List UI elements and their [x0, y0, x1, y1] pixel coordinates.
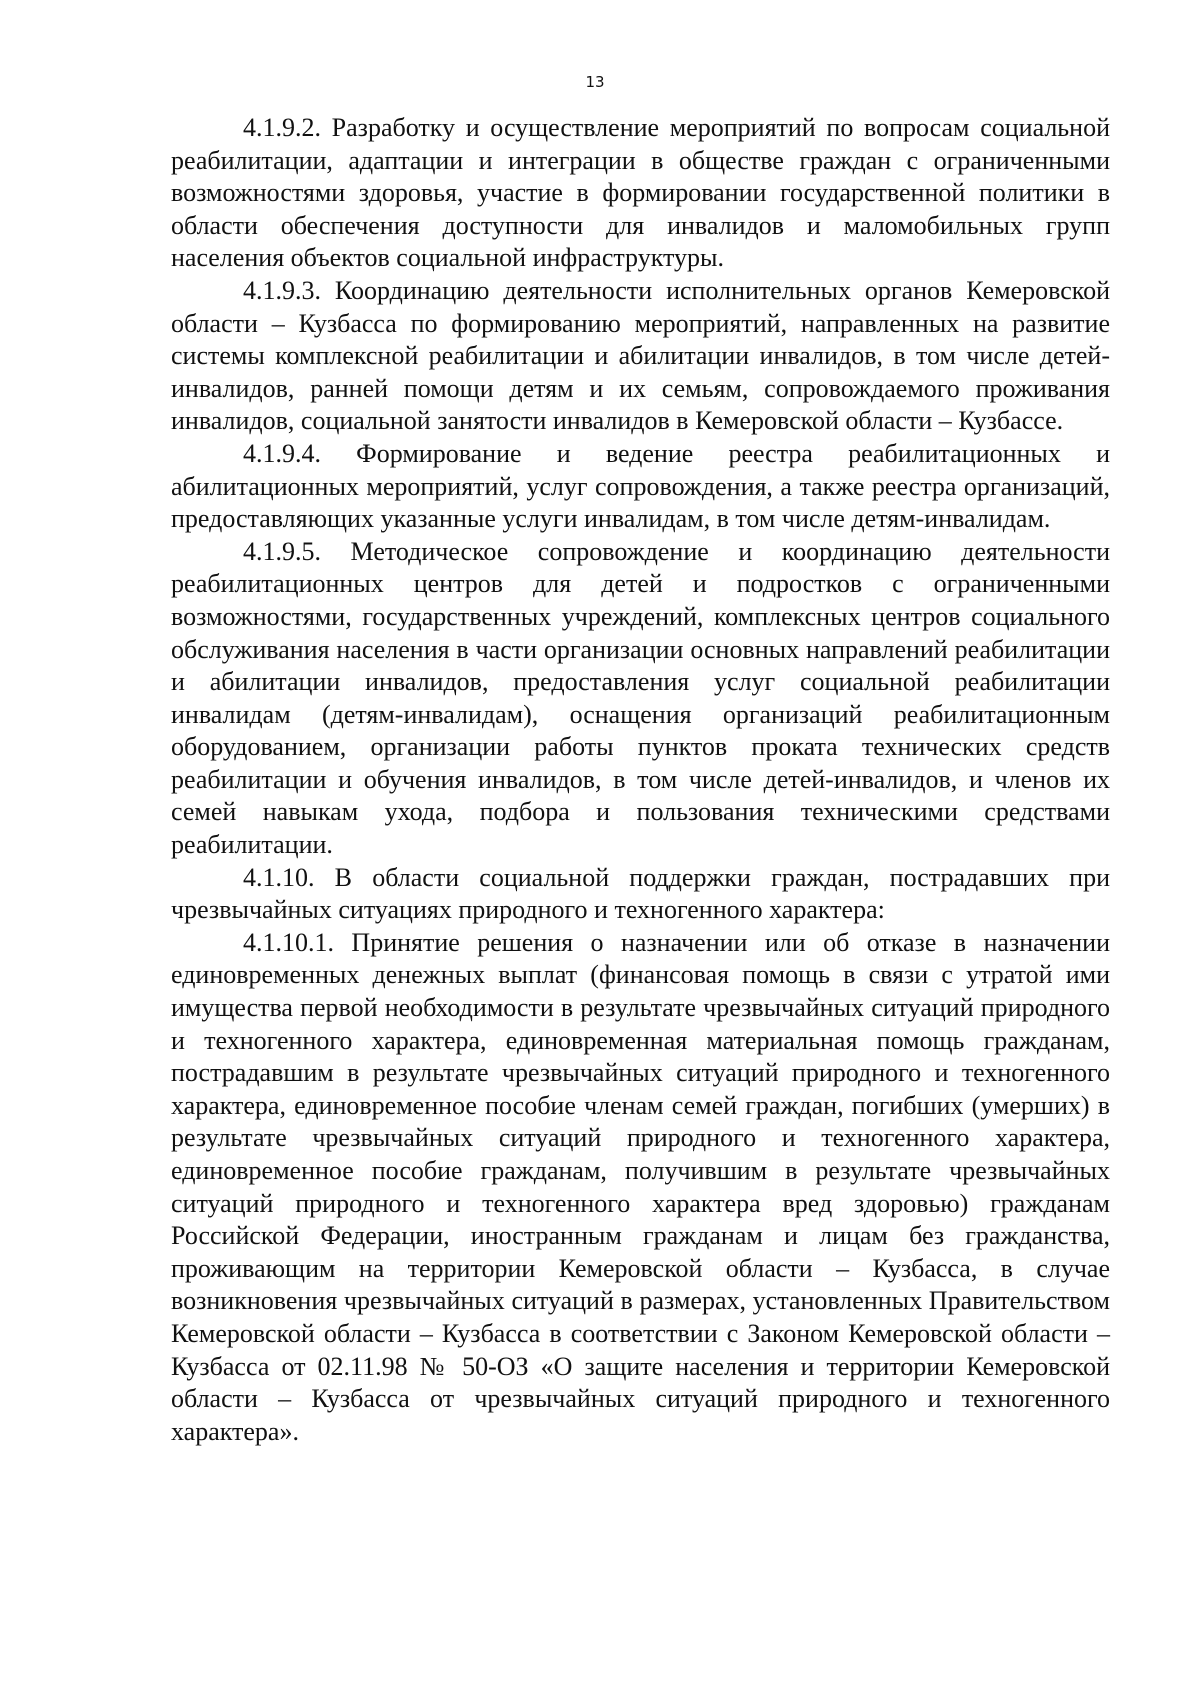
paragraph-4-1-10-1: 4.1.10.1. Принятие решения о назначении или об отказе в назначении единовременных денежных выплат (финансовая помощь в связи с утратой ими имущества первой необходимости в результате чрезвычайных ситуаций природного и техногенного характера, единовременная материальная помощь гражданам, пострадавшим в результате чрезвычайных ситуаций природного и техногенного характера, единовременное пособие членам семей граждан, погибших (умерших) в результате чрезвычайных ситуаций природного и техногенного характера, единовременное пособие гражданам, получившим в результате чрезвычайных ситуаций природного и техногенного характера вред здоровью) гражданам Российской Федерации, иностранным гражданам и лицам без гражданства, проживающим на территории Кемеровской области – Кузбасса, в случае возникновения чрезвычайных ситуаций в размерах, установленных Правительством Кемеровской области – Кузбасса в соответствии с Законом Кемеровской области – Кузбасса от 02.11.98 № 50-ОЗ «О защите населения и территории Кемеровской области – Кузбасса от чрезвычайных ситуаций природного и техногенного характера». [171, 927, 1110, 1446]
paragraph-4-1-9-4: 4.1.9.4. Формирование и ведение реестра реабилитационных и абилитационных мероприятий, услуг сопровождения, а также реестра организаций, предоставляющих указанные услуги инвалидам, в том числе детям-инвалидам. [171, 438, 1110, 534]
paragraph-4-1-9-3: 4.1.9.3. Координацию деятельности исполнительных органов Кемеровской области – Кузбасса по формированию мероприятий, направленных на развитие системы комплексной реабилитации и абилитации инвалидов, в том числе детей-инвалидов, ранней помощи детям и их семьям, сопровождаемого проживания инвалидов, социальной занятости инвалидов в Кемеровской области – Кузбассе. [171, 275, 1110, 436]
paragraph-4-1-9-5: 4.1.9.5. Методическое сопровождение и координацию деятельности реабилитационных центров для детей и подростков с ограниченными возможностями, государственных учреждений, комплексных центров социального обслуживания населения в части организации основных направлений реабилитации и абилитации инвалидов, предоставления услуг социальной реабилитации инвалидам (детям-инвалидам), оснащения организаций реабилитационным оборудованием, организации работы пунктов проката технических средств реабилитации и обучения инвалидов, в том числе детей-инвалидов, и членов их семей навыкам ухода, подбора и пользования техническими средствами реабилитации. [171, 536, 1110, 860]
paragraph-4-1-9-2: 4.1.9.2. Разработку и осуществление мероприятий по вопросам социальной реабилитации, адаптации и интеграции в обществе граждан с ограниченными возможностями здоровья, участие в формировании государственной политики в области обеспечения доступности для инвалидов и маломобильных групп населения объектов социальной инфраструктуры. [171, 113, 1110, 273]
page-number: 13 [585, 73, 605, 91]
document-body [171, 112, 1110, 1448]
paragraph-4-1-10: 4.1.10. В области социальной поддержки граждан, пострадавших при чрезвычайных ситуациях природного и техногенного характера: [171, 862, 1110, 925]
